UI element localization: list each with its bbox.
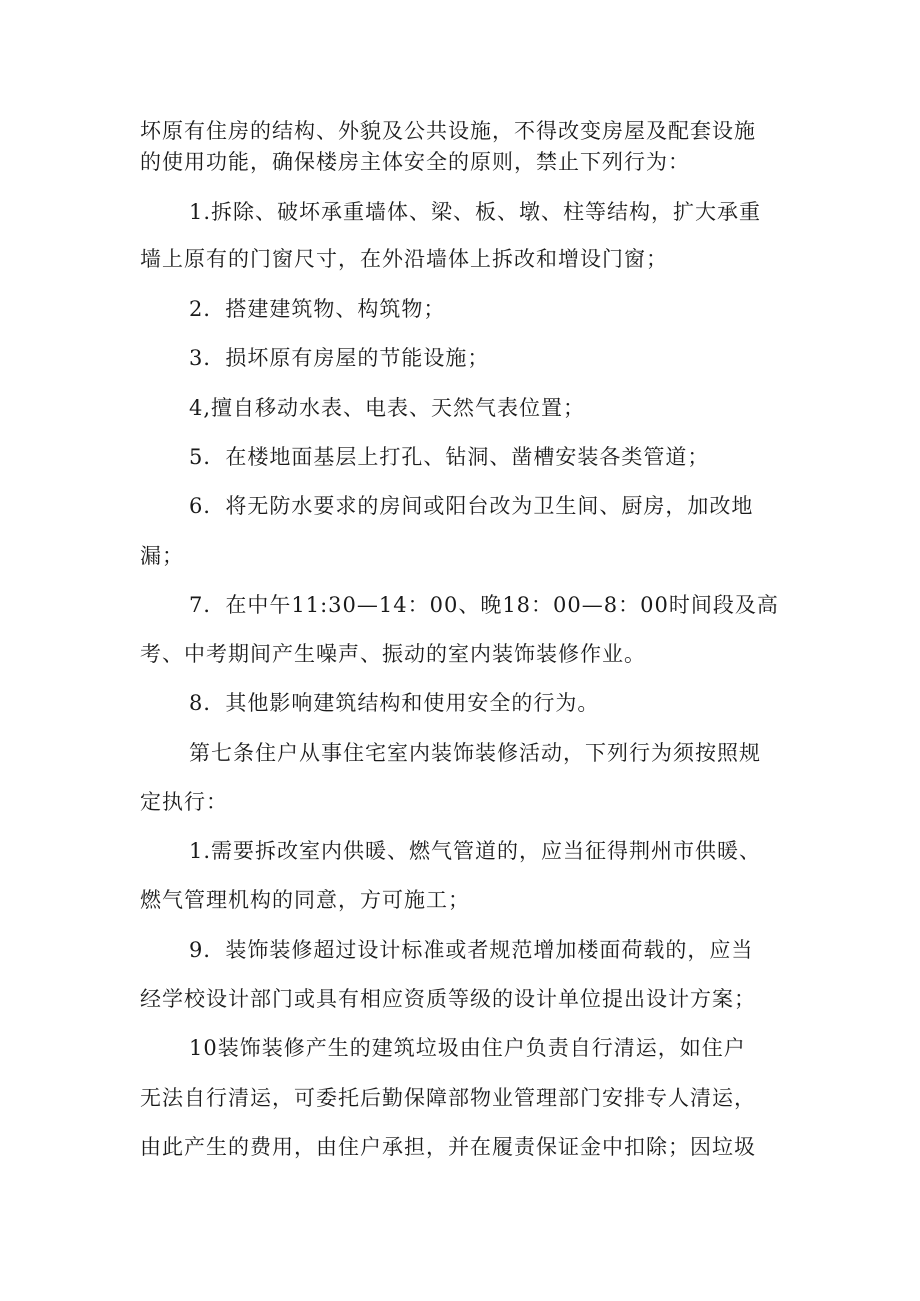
text-line: 燃气管理机构的同意，方可施工； <box>140 888 470 912</box>
text-line: 8．其他影响建筑结构和使用安全的行为。 <box>189 691 600 715</box>
text-line: 由此产生的费用，由住户承担，并在履责保证金中扣除；因垃圾 <box>140 1135 756 1159</box>
text-line: 第七条住户从事住宅室内装饰装修活动，下列行为须按照规 <box>189 741 761 765</box>
text-line: 9．装饰装修超过设计标准或者规范增加楼面荷载的，应当 <box>189 938 754 962</box>
text-line: 定执行： <box>140 790 228 814</box>
text-line: 的使用功能，确保楼房主体安全的原则，禁止下列行为： <box>140 150 690 174</box>
text-line: 4,擅自移动水表、电表、天然气表位置； <box>189 396 586 420</box>
text-line: 考、中考期间产生噪声、振动的室内装饰装修作业。 <box>140 642 646 666</box>
text-line: 漏； <box>140 544 184 568</box>
text-line: 5．在楼地面基层上打孔、钻洞、凿槽安装各类管道； <box>189 445 710 469</box>
text-line: 1.拆除、破坏承重墙体、梁、板、墩、柱等结构，扩大承重 <box>189 200 762 224</box>
text-line: 3．损坏原有房屋的节能设施； <box>189 346 490 370</box>
text-line: 10装饰装修产生的建筑垃圾由住户负责自行清运，如住户 <box>189 1036 746 1060</box>
text-line: 坏原有住房的结构、外貌及公共设施，不得改变房屋及配套设施 <box>140 119 756 143</box>
text-line: 6．将无防水要求的房间或阳台改为卫生间、厨房，加改地 <box>189 494 754 518</box>
text-line: 无法自行清运，可委托后勤保障部物业管理部门安排专人清运， <box>140 1086 756 1110</box>
text-line: 1.需要拆改室内供暖、燃气管道的，应当征得荆州市供暖、 <box>189 839 762 863</box>
text-line: 2．搭建建筑物、构筑物； <box>189 297 446 321</box>
text-line: 墙上原有的门窗尺寸，在外沿墙体上拆改和增设门窗； <box>140 247 668 271</box>
text-line: 经学校设计部门或具有相应资质等级的设计单位提出设计方案； <box>140 987 756 1011</box>
text-line: 7．在中午11:30—14：00、晚18：00—8：00时间段及高 <box>189 593 779 617</box>
